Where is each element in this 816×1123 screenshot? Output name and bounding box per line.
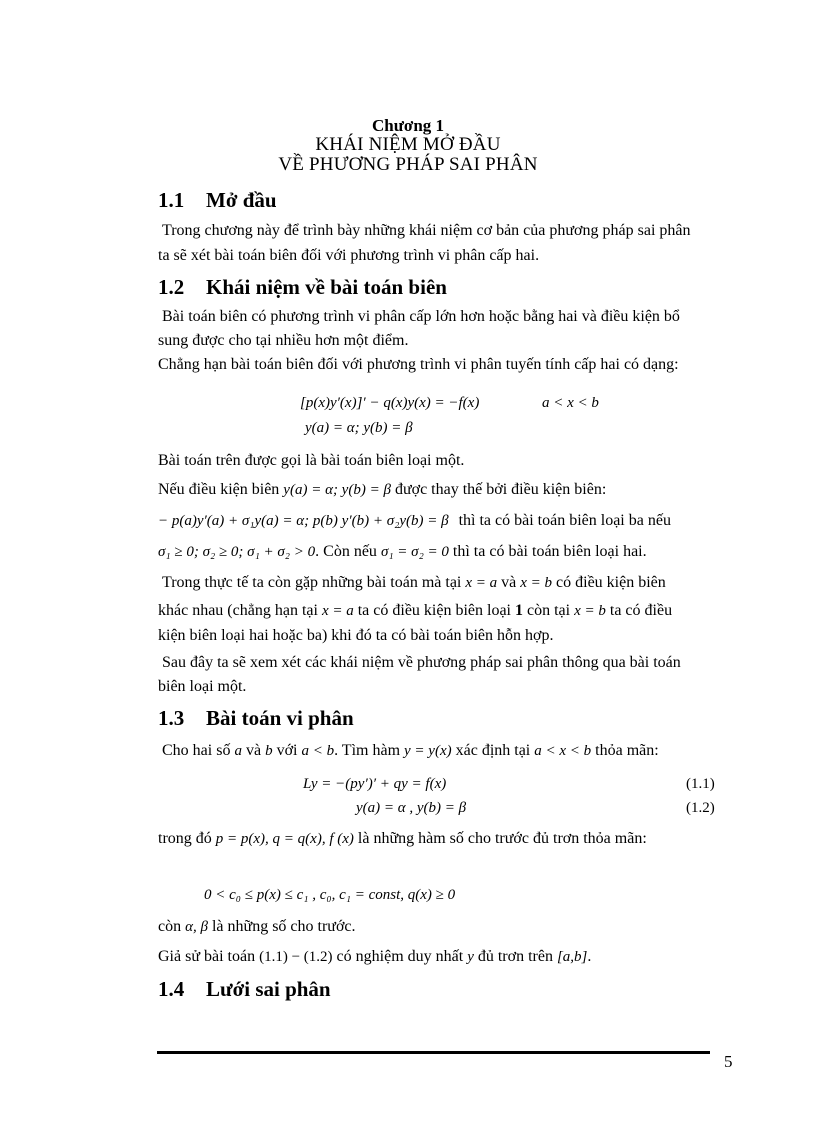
text-run: thì ta có bài toán biên loại hai. bbox=[452, 543, 647, 560]
paragraph-line: Chẳng hạn bài toán biên đối với phương trình vi phân tuyến tính cấp hai có dạng: bbox=[158, 356, 679, 373]
text-run: có điều kiện biên bbox=[556, 574, 666, 591]
chapter-label: Chương 1 bbox=[371, 116, 445, 135]
inline-math: y = y(x) bbox=[404, 743, 452, 759]
equation-domain-condition: a < x < b bbox=[542, 395, 599, 411]
inline-math: a < x < b bbox=[534, 743, 592, 759]
text-run: và bbox=[245, 742, 262, 759]
section-title: Lưới sai phân bbox=[206, 977, 331, 1001]
paragraph-line-with-math bbox=[158, 918, 356, 936]
chapter-title-line1: KHÁI NIỆM MỞ ĐẦU bbox=[315, 134, 501, 155]
page-number: 5 bbox=[724, 1052, 733, 1071]
section-number: 1.4 bbox=[158, 977, 185, 1001]
equation-boundary-values: y(a) = α; y(b) = β bbox=[305, 420, 413, 436]
paragraph-line: ta sẽ xét bài toán biên đối với phương trình vi phân cấp hai. bbox=[158, 247, 540, 264]
equation-boundary-ode: [p(x)y′(x)]′ − q(x)y(x) = −f(x) bbox=[300, 395, 480, 411]
inline-math: y(a) = α; y(b) = β bbox=[283, 482, 391, 498]
section-number: 1.1 bbox=[158, 188, 185, 212]
text-run: là những hàm số cho trước đủ trơn thỏa mãn: bbox=[357, 830, 647, 847]
equation-1-1: Ly = −(py′)′ + qy = f(x) bbox=[303, 776, 447, 792]
inline-math: x = a bbox=[465, 575, 498, 591]
text-run: đủ trơn trên bbox=[477, 948, 553, 965]
text-run: . Còn nếu bbox=[315, 543, 377, 560]
section-heading-1-4 bbox=[158, 977, 331, 1002]
section-title: Khái niệm về bài toán biên bbox=[206, 275, 447, 299]
paragraph-line-with-math bbox=[158, 948, 591, 966]
section-number: 1.3 bbox=[158, 706, 185, 730]
paragraph-line-with-math bbox=[158, 602, 672, 620]
inline-math: a < b bbox=[301, 743, 335, 759]
text-run: xác định tại bbox=[455, 742, 531, 759]
text-run: Cho hai số bbox=[162, 742, 231, 759]
text-run: có nghiệm duy nhất bbox=[336, 948, 464, 965]
inline-math: p = p(x), q = q(x), f (x) bbox=[215, 831, 354, 847]
text-run: còn tại bbox=[527, 602, 571, 619]
paragraph-line: biên loại một. bbox=[158, 678, 247, 695]
section-heading-1-3 bbox=[158, 706, 354, 731]
text-run: Trong thực tế ta còn gặp những bài toán mà tại bbox=[162, 574, 462, 591]
inline-math: x = a bbox=[321, 603, 354, 619]
text-run: và bbox=[501, 574, 517, 591]
chapter-title-line2: VỀ PHƯƠNG PHÁP SAI PHÂN bbox=[278, 154, 538, 175]
inline-math: − p(a)y′(a) + σ₁y(a) = α; p(b) y′(b) + σ₂y(b) = β bbox=[158, 513, 449, 529]
equation-number-1-2: (1.2) bbox=[686, 800, 715, 816]
text-run: còn bbox=[158, 918, 182, 935]
footer-rule bbox=[157, 1051, 710, 1054]
inline-math: x = b bbox=[520, 575, 553, 591]
paragraph-line-with-math bbox=[158, 543, 647, 561]
inline-math: b bbox=[265, 743, 273, 759]
section-title: Bài toán vi phân bbox=[206, 706, 354, 730]
text-run: thì ta có bài toán biên loại ba nếu bbox=[458, 512, 671, 529]
paragraph-line: Bài toán trên được gọi là bài toán biên loại một. bbox=[158, 452, 465, 469]
text-run: . Tìm hàm bbox=[334, 742, 401, 759]
text-run: trong đó bbox=[158, 830, 212, 847]
section-heading-1-1 bbox=[158, 188, 277, 213]
equation-number-1-1: (1.1) bbox=[686, 776, 715, 792]
paragraph-line: Sau đây ta sẽ xem xét các khái niệm về phương pháp sai phân thông qua bài toán bbox=[162, 654, 681, 671]
inline-math: [a,b] bbox=[556, 949, 588, 965]
inline-math: α, β bbox=[185, 919, 208, 935]
text-run: ta có điều kiện biên loại bbox=[357, 602, 511, 619]
text-run: khác nhau (chẳng hạn tại bbox=[158, 602, 318, 619]
inline-math: σ₁ = σ₂ = 0 bbox=[380, 544, 449, 560]
text-run: với bbox=[276, 742, 298, 759]
section-heading-1-2 bbox=[158, 275, 447, 300]
paragraph-line-with-math bbox=[162, 742, 659, 760]
text-run: được thay thế bởi điều kiện biên: bbox=[394, 481, 607, 498]
paragraph-line-with-math bbox=[158, 830, 647, 848]
paragraph-line: Bài toán biên có phương trình vi phân cấp lớn hơn hoặc bằng hai và điều kiện bổ bbox=[162, 308, 680, 325]
text-run: là những số cho trước. bbox=[211, 918, 356, 935]
inline-math: y bbox=[467, 949, 474, 965]
equation-conditions: 0 < c₀ ≤ p(x) ≤ c₁ , c₀, c₁ = const, q(x) ≥ 0 bbox=[204, 887, 456, 903]
paragraph-line: sung được cho tại nhiều hơn một điểm. bbox=[158, 332, 409, 349]
inline-math: x = b bbox=[574, 603, 606, 619]
equation-1-2: y(a) = α , y(b) = β bbox=[356, 800, 467, 816]
inline-math: a bbox=[234, 743, 242, 759]
paragraph-line-with-math bbox=[158, 512, 671, 530]
text-run: thỏa mãn: bbox=[595, 742, 659, 759]
paragraph-line: kiện biên loại hai hoặc ba) khi đó ta có bài toán biên hỗn hợp. bbox=[158, 627, 554, 644]
text-run: . bbox=[587, 948, 592, 965]
inline-math: σ₁ ≥ 0; σ₂ ≥ 0; σ₁ + σ₂ > 0 bbox=[158, 544, 316, 560]
text-run: Nếu điều kiện biên bbox=[158, 481, 280, 498]
paragraph-line: Trong chương này để trình bày những khái niệm cơ bản của phương pháp sai phân bbox=[162, 222, 691, 239]
paragraph-line-with-math bbox=[162, 574, 666, 592]
section-title: Mở đầu bbox=[206, 188, 277, 212]
section-number: 1.2 bbox=[158, 275, 185, 299]
text-run: ta có điều bbox=[609, 602, 673, 619]
inline-math: (1.1) − (1.2) bbox=[259, 949, 333, 965]
paragraph-line-with-math bbox=[158, 481, 606, 499]
bold-number: 1 bbox=[515, 602, 523, 619]
text-run: Giả sử bài toán bbox=[158, 948, 256, 965]
